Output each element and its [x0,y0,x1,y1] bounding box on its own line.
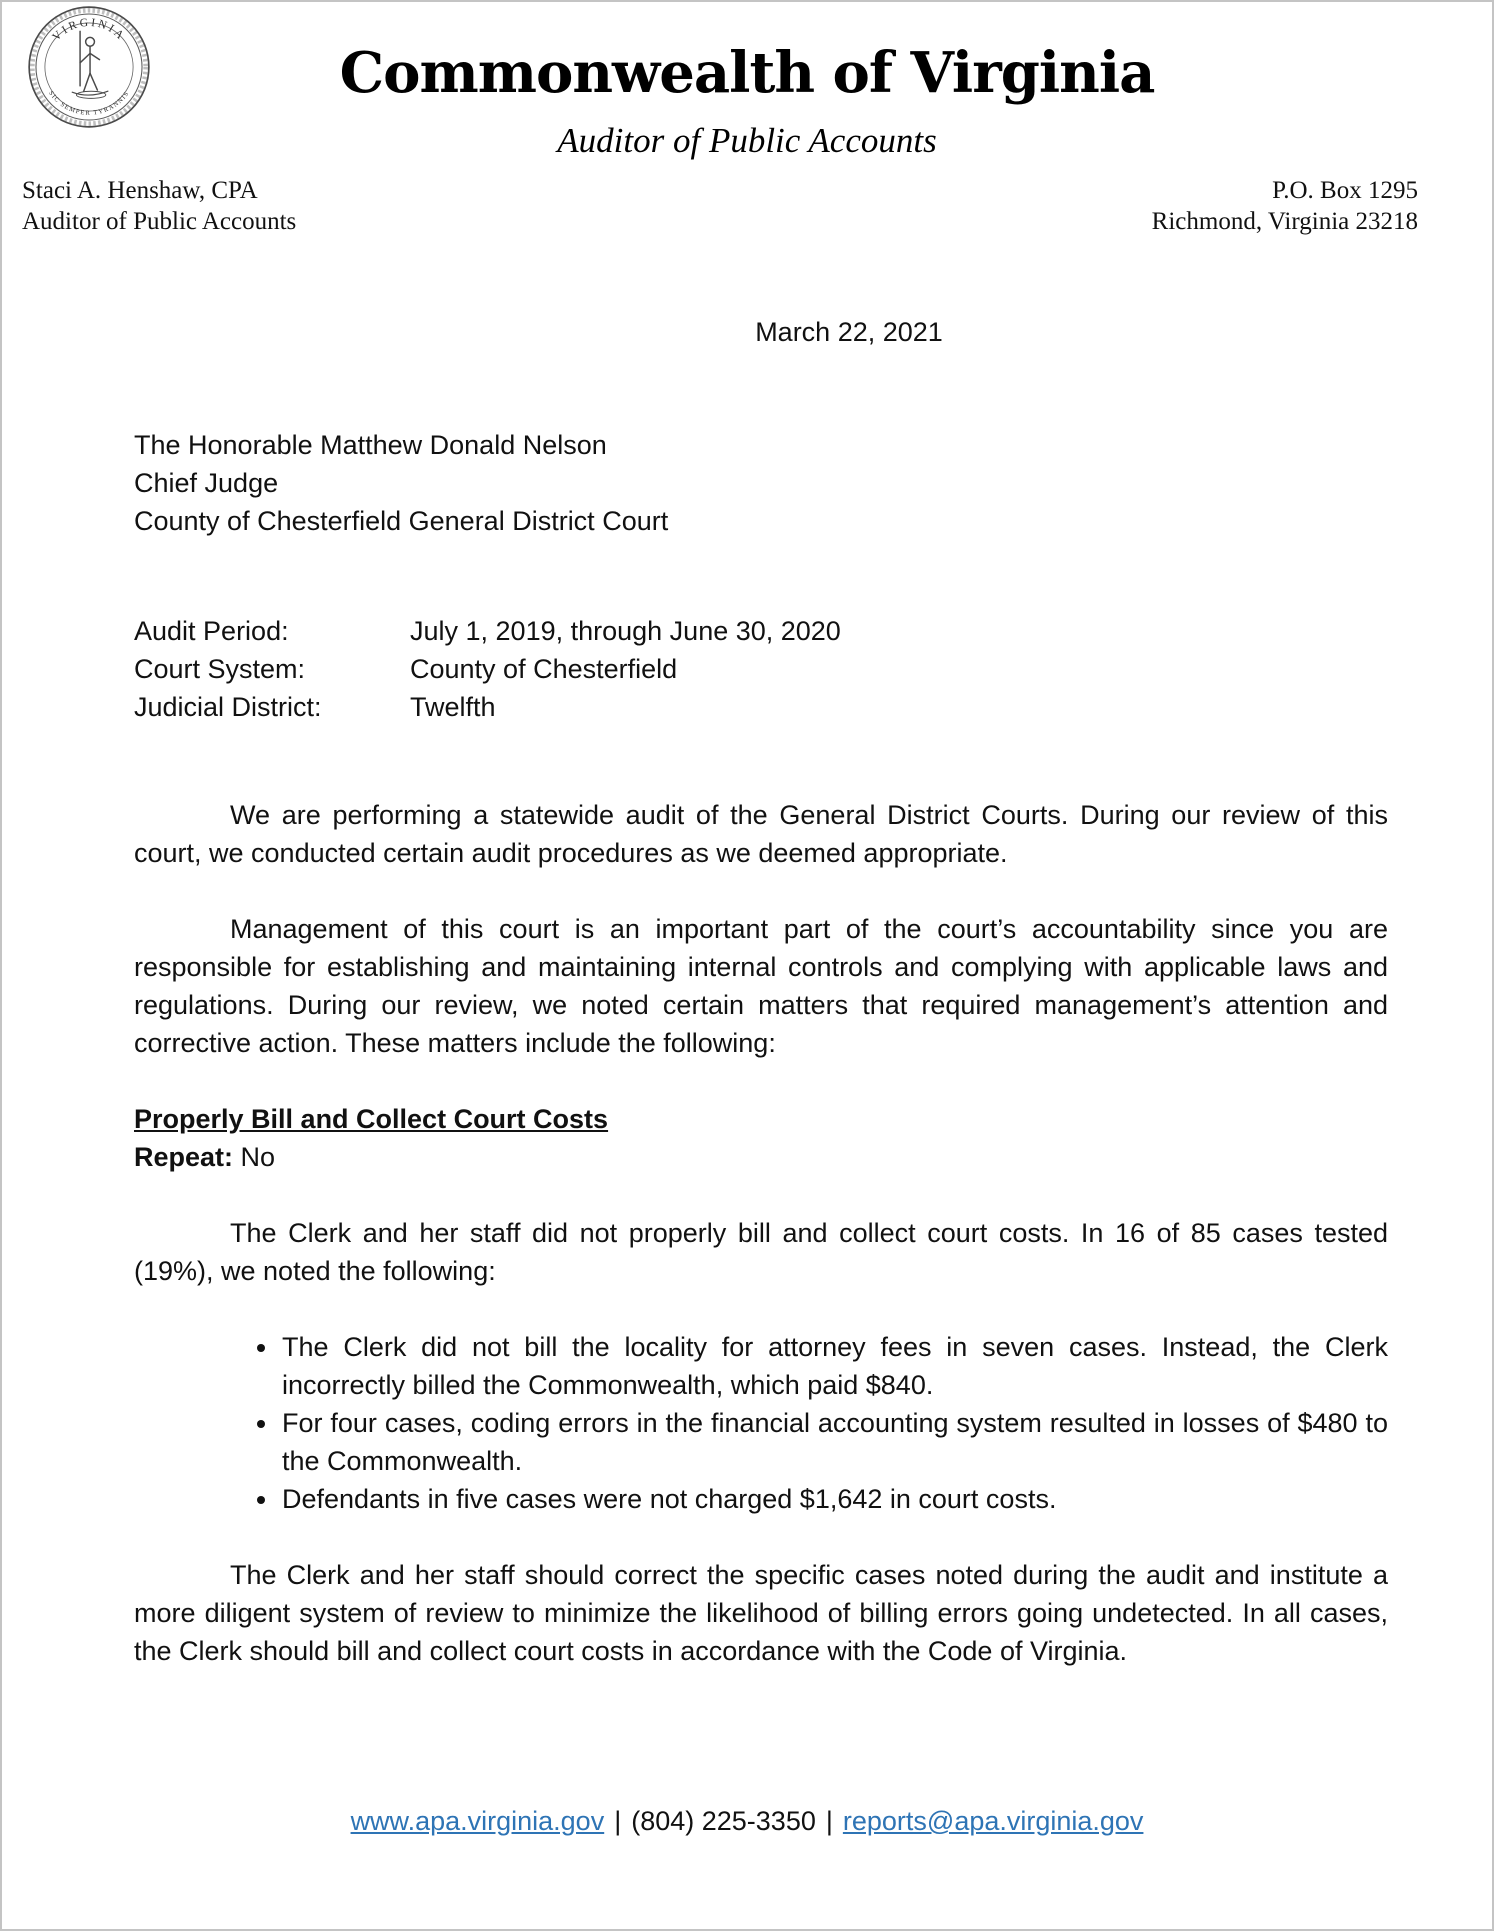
recipient-name: The Honorable Matthew Donald Nelson [134,430,607,461]
recipient-title: Chief Judge [134,468,279,499]
detail-row-judicial-district [134,688,1388,726]
audit-details [134,612,1388,726]
auditor-name: Staci A. Henshaw, CPA [22,176,258,204]
footer-contact-bar [2,1806,1492,1837]
finding-conclusion-paragraph: The Clerk and her staff should correct the specific cases noted during the audit and institute a more diligent system of review to minimize the likelihood of billing errors going undetected. In all cases, the Clerk should bill and collect court costs in accordance with the Code of Virginia. [134,1560,1388,1667]
footer-email-link[interactable]: reports@apa.virginia.gov [842,1806,1144,1836]
detail-label: Audit Period: [134,616,289,647]
finding-heading [134,1100,1388,1138]
letterhead [2,2,1492,237]
letter-body [2,317,1492,1670]
finding-bullet-list [134,1328,1388,1518]
detail-row-court-system [134,650,1388,688]
repeat-value: No [240,1142,276,1173]
paragraph-intro: We are performing a statewide audit of the General District Courts. During our review of this court, we conducted certain audit procedures as we deemed appropriate. [134,800,1388,869]
address-po-box: P.O. Box 1295 [1272,176,1418,204]
office-address-block [1152,175,1492,238]
recipient-court: County of Chesterfield General District Court [134,506,669,537]
detail-value: July 1, 2019, through June 30, 2020 [410,616,841,647]
recipient-block [134,426,1388,540]
footer-separator: | [825,1806,833,1836]
bullet-attorney-fees: • The Clerk did not bill the locality for attorney fees in seven cases. Instead, the Clerk incorrectly billed the Commonwealth, which paid $840. [280,1328,1388,1404]
auditor-title: Auditor of Public Accounts [22,208,297,236]
bullet-coding-errors: • For four cases, coding errors in the financial accounting system resulted in losses of $480 to the Commonwealth. [280,1404,1388,1480]
address-city: Richmond, Virginia 23218 [1151,208,1418,236]
seal-virtus-figure [72,31,108,98]
letterhead-title: Commonwealth of Virginia [339,40,1155,106]
detail-value: County of Chesterfield [410,654,678,685]
footer-phone: (804) 225-3350 [631,1806,816,1836]
auditor-contact-block [2,175,296,238]
detail-row-audit-period [134,612,1388,650]
footer-separator: | [614,1806,622,1836]
detail-value: Twelfth [410,692,496,723]
repeat-line [134,1138,1388,1176]
paragraph-management: Management of this court is an important part of the court’s accountability since you are responsible for establishing and maintaining internal controls and complying with applicable laws and regulations. During our review, we noted certain matters that required management’s attention and corrective action. These matters include the following: [134,914,1388,1059]
letterhead-subtitle: Auditor of Public Accounts [557,120,937,160]
footer-website-link[interactable]: www.apa.virginia.gov [350,1806,605,1836]
detail-label: Judicial District: [134,692,322,723]
seal-top-text: VIRGINIA [50,16,128,44]
repeat-label: Repeat: [134,1142,234,1173]
bullet-defendants-not-charged: • Defendants in five cases were not charged $1,642 in court costs. [280,1480,1388,1518]
seal-bottom-text: SIC SEMPER TYRANNIS [47,89,131,117]
finding-intro-paragraph: The Clerk and her staff did not properly bill and collect court costs. In 16 of 85 cases tested (19%), we noted the following: [134,1218,1388,1287]
letter-date: March 22, 2021 [755,317,943,348]
finding-heading-text: Properly Bill and Collect Court Costs [134,1104,609,1135]
virginia-state-seal-icon [26,4,152,130]
detail-label: Court System: [134,654,306,685]
letterhead-contacts [2,175,1492,238]
